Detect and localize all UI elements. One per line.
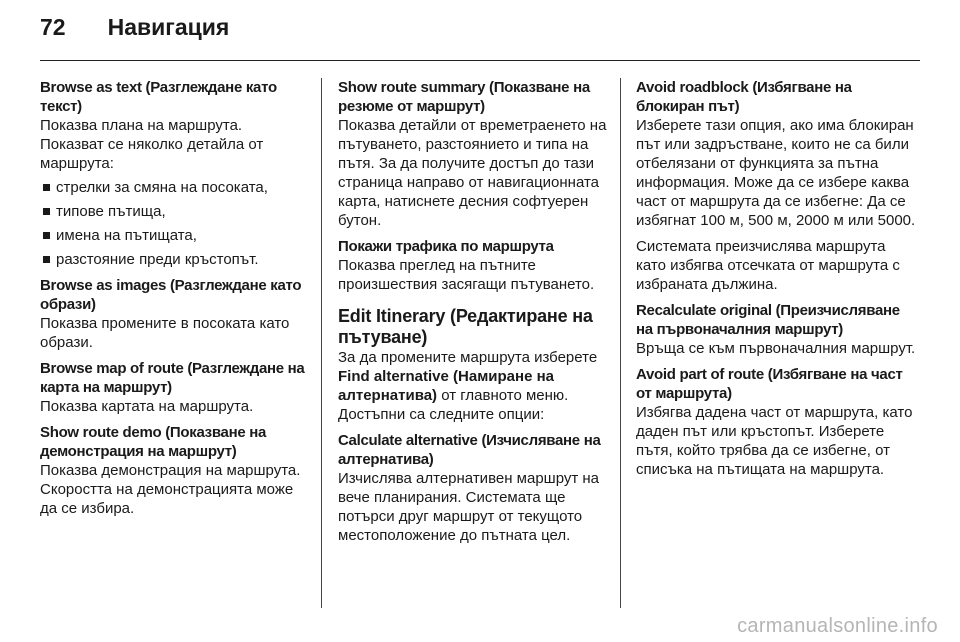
entry-title: Browse as images (Разглеждане като образи) bbox=[40, 277, 302, 313]
watermark: carmanualsonline.info bbox=[737, 615, 938, 637]
entry-text: Показва промените в посоката като образи. bbox=[40, 315, 290, 351]
entry-text: Системата преизчислява маршрута като избягва отсечката от маршрута с избраната дължина. bbox=[636, 238, 900, 293]
entry-text: Избягва дадена част от маршрута, като даден път или кръстопът. Изберете пътя, който трябва да се избегне, от списъка на пътищата на маршрута. bbox=[636, 404, 913, 478]
entry-text: Изберете тази опция, ако има блокиран път или задръстване, които не са били отбелязани от функцията за пътна информация. Може да се избере каква част от маршрута да се избегне: Да се избягнат 100 м, 500 м, 2000 м или 5000. bbox=[636, 117, 916, 229]
entry-text: Показва демонстрация на маршрута. Скоростта на демонстрацията може да се избира. bbox=[40, 462, 301, 517]
entry-title: Avoid part of route (Избягване на част от маршрута) bbox=[636, 366, 903, 402]
entry-browse-map-of-route bbox=[40, 359, 308, 416]
entry-text: Показва преглед на пътните произшествия засягащи пътуването. bbox=[338, 257, 595, 293]
intro-bold-option: Find alternative (Намиране на алтернатива) bbox=[338, 368, 554, 404]
entry-recalculate-original bbox=[636, 301, 918, 358]
section-heading-edit-itinerary: Edit Itinerary (Редактиране на пътуване) bbox=[338, 306, 593, 347]
entry-text: Показва плана на маршрута. Показват се няколко детайла от маршрута: bbox=[40, 117, 264, 172]
entry-text: Изчислява алтернативен маршрут на вече планирания. Системата ще потърси друг маршрут от текущото местоположение до пътната цел. bbox=[338, 470, 600, 544]
column-divider-1 bbox=[321, 78, 322, 608]
page-number: 72 bbox=[40, 14, 66, 40]
entry-show-route-demo bbox=[40, 423, 308, 518]
bullet-list bbox=[40, 178, 308, 269]
intro-text: За да промените маршрута изберете bbox=[338, 349, 598, 366]
entry-title: Avoid roadblock (Избягване на блокиран път) bbox=[636, 79, 852, 115]
intro-text: от главното меню. Достъпни са следните опции: bbox=[338, 387, 569, 423]
page-title: Навигация bbox=[107, 14, 230, 40]
entry-text: Показва детайли от времетраенето на пътуването, разстоянието и типа на пътя. За да получите достъп до тази страница направо от навигационната карта, натиснете десния софтуерен бутон. bbox=[338, 117, 607, 229]
entry-title: Show route summary (Показване на резюме от маршрут) bbox=[338, 79, 590, 115]
entry-title: Browse as text (Разглеждане като текст) bbox=[40, 79, 277, 115]
page-header bbox=[40, 14, 229, 54]
column-2 bbox=[338, 78, 610, 545]
list-item: стрелки за смяна на посоката, bbox=[40, 178, 308, 197]
section-intro bbox=[338, 348, 610, 424]
entry-title: Calculate alternative (Изчисляване на алтернатива) bbox=[338, 432, 601, 468]
entry-show-route-summary bbox=[338, 78, 610, 230]
list-item: типове пътища, bbox=[40, 202, 308, 221]
entry-text: Връща се към първоначалния маршрут. bbox=[636, 340, 916, 357]
column-1 bbox=[40, 78, 308, 518]
list-item: разстояние преди кръстопът. bbox=[40, 250, 308, 269]
entry-avoid-part-of-route bbox=[636, 365, 918, 479]
entry-title: Browse map of route (Разглеждане на карта на маршрут) bbox=[40, 360, 305, 396]
entry-title: Show route demo (Показване на демонстрация на маршрут) bbox=[40, 424, 267, 460]
entry-title: Recalculate original (Преизчисляване на първоначалния маршрут) bbox=[636, 302, 900, 338]
entry-calculate-alternative bbox=[338, 431, 610, 545]
entry-text: Показва картата на маршрута. bbox=[40, 398, 254, 415]
entry-browse-as-text bbox=[40, 78, 308, 269]
entry-title: Покажи трафика по маршрута bbox=[338, 238, 554, 255]
header-rule bbox=[40, 60, 920, 61]
column-divider-2 bbox=[620, 78, 621, 608]
list-item: имена на пътищата, bbox=[40, 226, 308, 245]
column-3 bbox=[636, 78, 918, 479]
entry-avoid-roadblock bbox=[636, 78, 918, 294]
entry-show-traffic bbox=[338, 237, 610, 294]
entry-browse-as-images bbox=[40, 276, 308, 352]
